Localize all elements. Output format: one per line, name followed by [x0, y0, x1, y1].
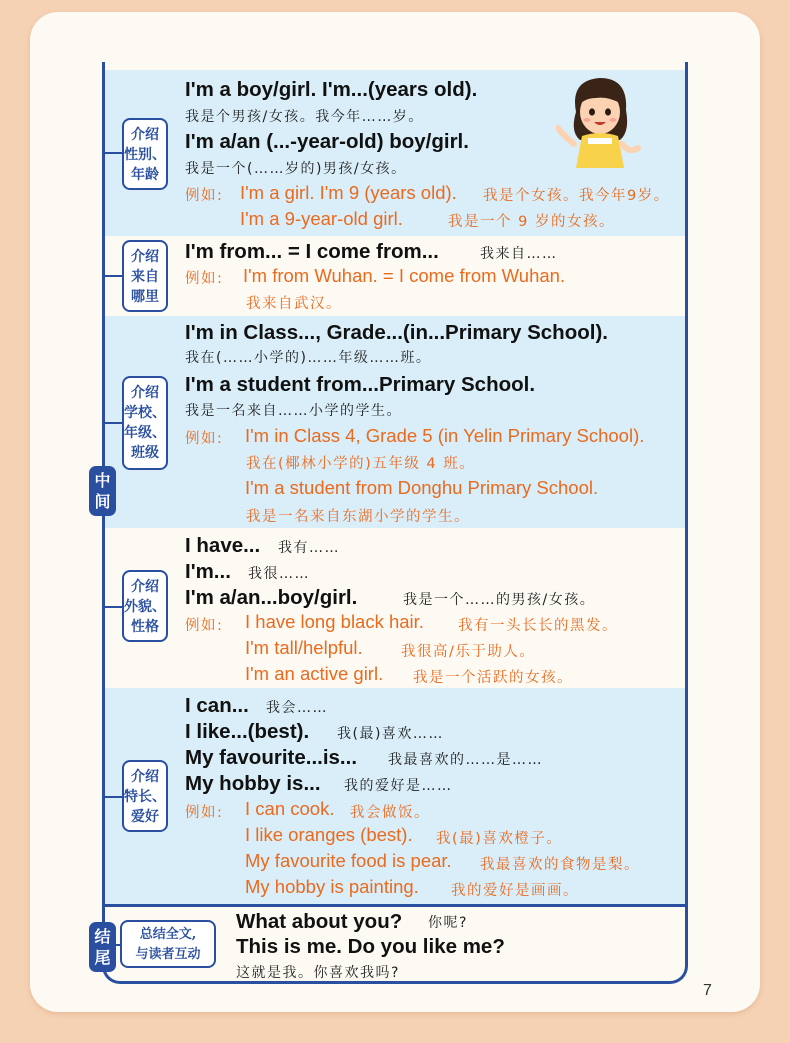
label-text: 年龄 [131, 167, 159, 183]
label-text: 来自 [131, 269, 159, 285]
phrase-en: I have... [185, 534, 261, 557]
example-en: I'm a student from Donghu Primary School. [245, 477, 599, 498]
example-en: I'm a 9-year-old girl. [240, 208, 403, 229]
phrase-zh: 我有…… [278, 540, 340, 556]
example-en: I'm from Wuhan. = I come from Wuhan. [243, 265, 566, 286]
phrase-zh: 我是一个(……岁的)男孩/女孩。 [185, 161, 407, 177]
label-text: 性格 [131, 619, 159, 635]
page-number: 7 [703, 982, 712, 999]
phrase-zh: 我(最)喜欢…… [337, 726, 444, 742]
example-en: I'm an active girl. [245, 663, 384, 684]
example-en: I'm tall/helpful. [245, 637, 363, 658]
label-text: 与读者互动 [135, 947, 201, 962]
label-gender-age [122, 118, 168, 190]
phrase-zh: 我会…… [266, 700, 328, 716]
label-text: 性别、 [124, 147, 166, 163]
phrase-en: My favourite...is... [185, 746, 358, 769]
label-text: 介绍 [131, 127, 159, 143]
connector [105, 606, 122, 608]
example-prefix: 例如: [185, 431, 224, 447]
phrase-en: I'm a/an...boy/girl. [185, 586, 358, 609]
label-text: 介绍 [131, 249, 159, 265]
label-text: 爱好 [131, 809, 159, 825]
stamp-char: 尾 [94, 948, 111, 967]
phrase-en: I'm... [185, 560, 231, 583]
example-en: My favourite food is pear. [245, 850, 452, 871]
example-zh: 我是一名来自东湖小学的学生。 [246, 509, 470, 525]
stamp-char: 间 [94, 492, 111, 511]
phrase-zh: 我来自…… [480, 246, 558, 262]
example-zh: 我来自武汉。 [246, 296, 342, 312]
example-zh: 我是一个活跃的女孩。 [413, 670, 573, 686]
phrase-en: I like...(best). [185, 720, 310, 743]
phrase-en: I'm from... = I come from... [185, 240, 439, 263]
example-zh: 我的爱好是画画。 [451, 883, 579, 899]
example-prefix: 例如: [185, 805, 224, 821]
phrase-en: I'm a/an (...-year-old) boy/girl. [185, 130, 469, 153]
example-zh: 我会做饭。 [350, 805, 430, 821]
example-zh: 我在(椰林小学的)五年级 4 班。 [246, 456, 476, 472]
label-text: 外貌、 [124, 599, 166, 615]
example-en: I'm a girl. I'm 9 (years old). [240, 182, 457, 203]
label-text: 总结全文, [139, 927, 197, 942]
section-end-stamp [89, 922, 116, 972]
example-zh: 我是个女孩。我今年9岁。 [483, 188, 670, 204]
example-zh: 我很高/乐于助人。 [401, 644, 536, 660]
label-summary [120, 920, 216, 968]
example-prefix: 例如: [185, 618, 224, 634]
label-school [122, 376, 168, 470]
phrase-en: I can... [185, 694, 249, 717]
phrase-en: I'm a student from...Primary School. [185, 373, 536, 396]
example-en: I'm in Class 4, Grade 5 (in Yelin Primary School). [245, 425, 645, 446]
connector [105, 944, 120, 946]
example-en: I can cook. [245, 798, 335, 819]
phrase-zh: 我很…… [248, 566, 310, 582]
example-en: I have long black hair. [245, 611, 424, 632]
example-zh: 我是一个 9 岁的女孩。 [448, 214, 615, 230]
phrase-en: I'm a boy/girl. I'm...(years old). [185, 78, 478, 101]
phrase-en: My hobby is... [185, 772, 321, 795]
label-hobby [122, 760, 168, 832]
example-zh: 我有一头长长的黑发。 [458, 618, 618, 634]
example-en: My hobby is painting. [245, 876, 419, 897]
example-prefix: 例如: [185, 271, 224, 287]
phrase-zh: 我的爱好是…… [344, 778, 453, 794]
label-text: 特长、 [124, 789, 166, 805]
example-en: I like oranges (best). [245, 824, 413, 845]
example-prefix: 例如: [185, 188, 224, 204]
girl-illustration [556, 74, 642, 170]
phrase-zh: 我在(……小学的)……年级……班。 [185, 350, 432, 366]
example-zh: 我(最)喜欢橙子。 [436, 831, 563, 847]
label-text: 学校、 [124, 405, 166, 421]
connector [105, 422, 122, 424]
summary-zh: 你呢? [428, 915, 468, 931]
section-middle-stamp [89, 466, 116, 516]
summary-zh: 这就是我。你喜欢我吗? [236, 965, 400, 981]
phrase-zh: 我最喜欢的……是…… [388, 752, 543, 768]
label-text: 介绍 [131, 769, 159, 785]
stamp-char: 中 [94, 471, 111, 490]
label-text: 介绍 [131, 579, 159, 595]
connector [105, 152, 122, 154]
label-text: 哪里 [131, 289, 159, 305]
example-zh: 我最喜欢的食物是梨。 [480, 857, 640, 873]
phrase-en: I'm in Class..., Grade...(in...Primary School). [185, 321, 608, 344]
summary-en: What about you? [236, 910, 403, 933]
stamp-char: 结 [94, 927, 111, 946]
phrase-zh: 我是个男孩/女孩。我今年……岁。 [185, 109, 424, 125]
label-from [122, 240, 168, 312]
label-text: 介绍 [131, 385, 159, 401]
connector [105, 275, 122, 277]
phrase-zh: 我是一名来自……小学的学生。 [185, 403, 402, 419]
label-text: 班级 [131, 445, 159, 461]
label-text: 年级、 [124, 425, 166, 441]
phrase-zh: 我是一个……的男孩/女孩。 [403, 592, 596, 608]
connector [105, 796, 122, 798]
label-appearance [122, 570, 168, 642]
summary-en: This is me. Do you like me? [236, 935, 505, 958]
